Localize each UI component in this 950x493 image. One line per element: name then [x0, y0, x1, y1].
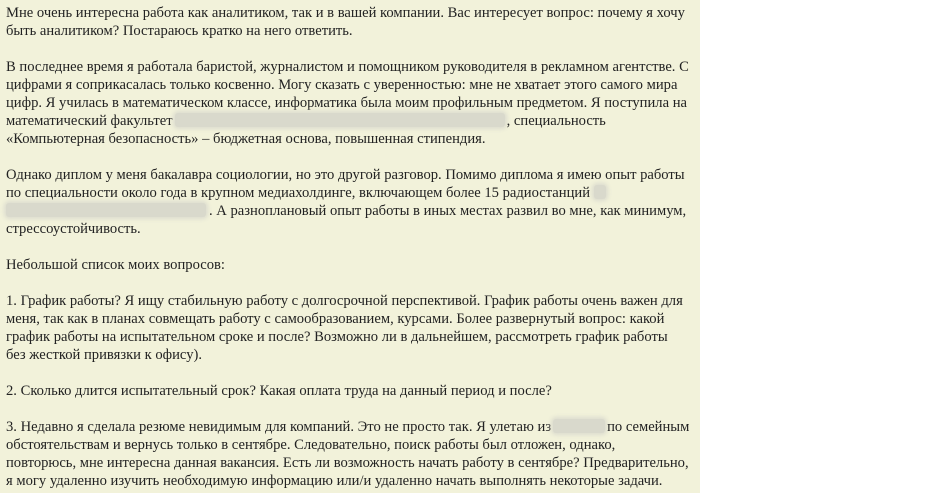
- text-line: Небольшой список моих вопросов:: [6, 257, 225, 273]
- redacted-block: [6, 203, 206, 217]
- text-line: меня, так как в планах совмещать работу с самообразованием, курсами. Более развернутый вопрос: какой: [6, 311, 665, 327]
- text-line: Мне очень интересна работа как аналитиком, так и в вашей компании. Вас интересует вопрос: почему я хочу: [6, 5, 685, 21]
- text-line: график работы на испытательном сроке и после? Возможно ли в дальнейшем, рассмотреть график работы: [6, 329, 668, 345]
- text-segment: математический факультет: [6, 113, 173, 129]
- text-line: цифр. Я училась в математическом классе, информатика была моим профильным предметом. Я поступила на: [6, 95, 687, 111]
- paragraph-question-2: [6, 382, 700, 400]
- text-segment: Однако диплом у меня бакалавра социологии, но это другой разговор. Помимо диплома я имею опыт работы: [6, 167, 685, 183]
- text-line: цифрами я соприкасалась только косвенно. Могу сказать с уверенностью: мне не хватает этого самого мира: [6, 77, 678, 93]
- text-line: быть аналитиком? Постараюсь кратко на него ответить.: [6, 23, 353, 39]
- paragraph-intro: [6, 4, 700, 40]
- text-line: [6, 418, 700, 436]
- paragraph-questions-heading: [6, 256, 700, 274]
- text-line: В последнее время я работала баристой, журналистом и помощником руководителя в рекламном агентстве. С: [6, 59, 689, 75]
- text-line: обстоятельствам и вернусь только в сентябре. Следовательно, поиск работы был отложен, однако,: [6, 437, 616, 453]
- text-line: [6, 166, 700, 184]
- paragraph-question-1: [6, 292, 700, 364]
- text-segment: . А разноплановый опыт работы в иных местах развил во мне, как минимум,: [209, 203, 687, 219]
- text-line: я могу удаленно изучить необходимую информацию или/и удаленно начать выполнять некоторые задачи.: [6, 473, 663, 489]
- redacted-block: [175, 113, 505, 127]
- text-segment: , специальность: [506, 113, 606, 129]
- text-line: [6, 112, 700, 130]
- text-line: [6, 184, 700, 202]
- redacted-block: [594, 185, 606, 199]
- paragraph-experience: [6, 166, 700, 238]
- text-segment: 3. Недавно я сделала резюме невидимым для компаний. Это не просто так. Я улетаю из: [6, 419, 552, 435]
- text-line: «Компьютерная безопасность» – бюджетная основа, повышенная стипендия.: [6, 131, 486, 147]
- text-segment: по семейным: [607, 419, 690, 435]
- paragraph-background: [6, 58, 700, 148]
- text-line: повторюсь, мне интересна данная вакансия. Есть ли возможность начать работу в сентябре? Предварительно,: [6, 455, 689, 471]
- text-line: без жесткой привязки к офису).: [6, 347, 203, 363]
- paragraph-question-3: [6, 418, 700, 490]
- text-line: 2. Сколько длится испытательный срок? Какая оплата труда на данный период и после?: [6, 383, 552, 399]
- redacted-block: [553, 419, 605, 433]
- text-segment: по специальности около года в крупном медиахолдинге, включающем более 15 радиостанций: [6, 185, 591, 201]
- text-line: 1. График работы? Я ищу стабильную работу с долгосрочной перспективой. График работы очень важен для: [6, 293, 683, 309]
- text-line: стрессоустойчивость.: [6, 221, 141, 237]
- text-line: [6, 202, 700, 220]
